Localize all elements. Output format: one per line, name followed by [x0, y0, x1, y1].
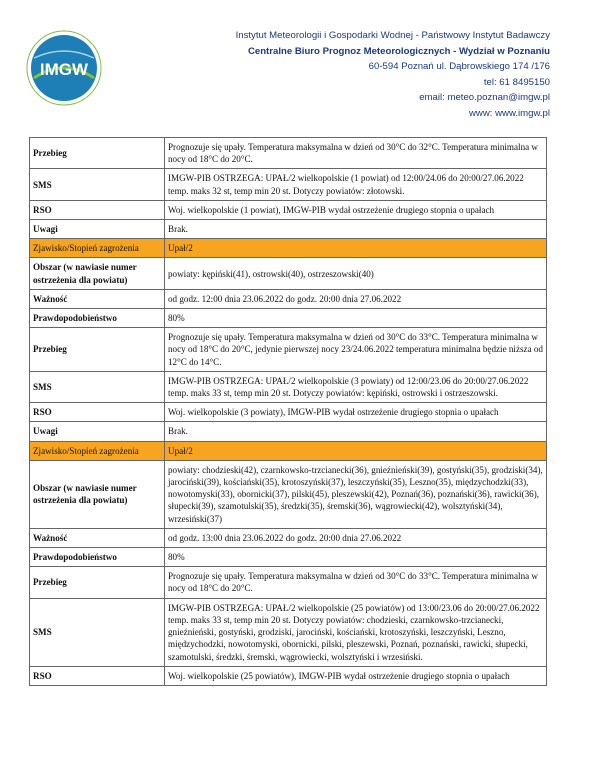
table-row	[30, 309, 547, 328]
address: 60-594 Poznań ul. Dąbrowskiego 174 /176	[368, 61, 550, 73]
row-label: Obszar (w nawiasie numer ostrzeżenia dla powiatu)	[30, 258, 165, 289]
table-row	[30, 328, 547, 372]
office-name: Centralne Biuro Prognoz Meteorologicznych - Wydział w Poznaniu	[247, 45, 550, 57]
row-label: Uwagi	[30, 422, 165, 441]
table-row	[30, 441, 547, 460]
table-row	[30, 169, 547, 200]
institute-name: Instytut Meteorologii i Gospodarki Wodnej - Państwowy Instytut Badawczy	[235, 30, 550, 41]
row-value: IMGW-PIB OSTRZEGA: UPAŁ/2 wielkopolskie (3 powiaty) od 12:00/23.06 do 20:00/27.06.2022 temp. maks 33 st, temp min 20 st. Dotyczy powiatów: kępiński, ostrowski i ostrzeszowski.	[165, 371, 547, 402]
table-row	[30, 200, 547, 219]
table-row	[30, 548, 547, 567]
row-label: RSO	[30, 200, 165, 219]
phone: tel: 61 8495150	[483, 76, 550, 88]
table-row	[30, 528, 547, 547]
row-value: Woj. wielkopolskie (3 powiaty), IMGW-PIB wydał ostrzeżenie drugiego stopnia o upałach	[165, 403, 547, 422]
table-row	[30, 371, 547, 402]
row-label: Obszar (w nawiasie numer ostrzeżenia dla powiatu)	[30, 460, 165, 528]
table-row	[30, 567, 547, 598]
row-value: Brak.	[165, 220, 547, 239]
table-row	[30, 460, 547, 528]
table-row	[30, 289, 547, 308]
row-label: RSO	[30, 403, 165, 422]
row-value: Brak.	[165, 422, 547, 441]
row-value: 80%	[165, 548, 547, 567]
row-value: powiaty: chodzieski(42), czarnkowsko-trzcianecki(36), gnieźnieński(39), gostyński(35), grodziski(34), jarociński(39), kościański(35), krotoszyński(37), leszczyński(35), Leszno(35), międzychodzki(33), nowotomyski(33), obornicki(37), pilski(45), pleszewski(42), Poznań(36), poznański(36), rawicki(36), słupecki(39), szamotulski(35), średzki(35), śremski(36), wągrowiecki(42), wolsztyński(34), wrzesiński(37)	[165, 460, 547, 528]
table-row	[30, 422, 547, 441]
row-value: Woj. wielkopolskie (1 powiat), IMGW-PIB wydał ostrzeżenie drugiego stopnia o upałach	[165, 200, 547, 219]
row-label: Przebieg	[30, 567, 165, 598]
row-label: SMS	[30, 169, 165, 200]
row-label: SMS	[30, 371, 165, 402]
logo-text: IMGW	[39, 60, 89, 79]
row-label: Ważność	[30, 289, 165, 308]
row-value: Prognozuje się upały. Temperatura maksymalna w dzień od 30°C do 32°C. Temperatura minimalna w nocy od 18°C do 20°C.	[165, 138, 547, 169]
row-value: od godz. 13:00 dnia 23.06.2022 do godz. 20:00 dnia 27.06.2022	[165, 528, 547, 547]
row-label: RSO	[30, 666, 165, 685]
row-value: od godz. 12:00 dnia 23.06.2022 do godz. 20:00 dnia 27.06.2022	[165, 289, 547, 308]
row-label: Przebieg	[30, 328, 165, 372]
table-row	[30, 220, 547, 239]
table-row	[30, 138, 547, 169]
table-row	[30, 239, 547, 258]
row-value: Woj. wielkopolskie (25 powiatów), IMGW-PIB wydał ostrzeżenie drugiego stopnia o upałach	[165, 666, 547, 685]
warning-table	[29, 137, 547, 686]
row-value: IMGW-PIB OSTRZEGA: UPAŁ/2 wielkopolskie (1 powiat) od 12:00/24.06 do 20:00/27.06.2022 temp. maks 32 st, temp min 20 st. Dotyczy powiatów: złotowski.	[165, 169, 547, 200]
row-value: 80%	[165, 309, 547, 328]
row-label: Uwagi	[30, 220, 165, 239]
row-label: Ważność	[30, 528, 165, 547]
table-row	[30, 666, 547, 685]
row-value: powiaty: kępiński(41), ostrowski(40), ostrzeszowski(40)	[165, 258, 547, 289]
email[interactable]: email: meteo.poznan@imgw.pl	[419, 92, 550, 104]
website[interactable]: www: www.imgw.pl	[468, 107, 550, 119]
row-value: Upał/2	[165, 239, 547, 258]
contact-block	[236, 28, 550, 122]
row-label: Prawdopodobieństwo	[30, 309, 165, 328]
row-value: IMGW-PIB OSTRZEGA: UPAŁ/2 wielkopolskie (25 powiatów) od 13:00/23.06 do 20:00/27.06.2022 temp. maks 33 st, temp min 20 st. Dotyczy powiatów: chodzieski, czarnkowsko-trzcianecki, gnieźnieński, gostyński, grodziski, jarociński, kościański, krotoszyński, leszczyński, Leszno, międzychodzki, nowotomyski, obornicki, pilski, pleszewski, Poznań, poznański, rawicki, słupecki, szamotulski, średzki, śremski, wągrowiecki, wolsztyński i wrzesiński.	[165, 598, 547, 666]
row-label: Prawdopodobieństwo	[30, 548, 165, 567]
row-label: Zjawisko/Stopień zagrożenia	[30, 239, 165, 258]
row-label: Zjawisko/Stopień zagrożenia	[30, 441, 165, 460]
row-label: SMS	[30, 598, 165, 666]
table-row	[30, 598, 547, 666]
table-row	[30, 258, 547, 289]
imgw-logo	[26, 30, 102, 106]
row-value: Prognozuje się upały. Temperatura maksymalna w dzień od 30°C do 33°C. Temperatura minimalna w nocy od 18°C do 20°C, jedynie pierwszej nocy 23/24.06.2022 temperatura minimalna będzie niższa od 12°C do 14°C.	[165, 328, 547, 372]
row-value: Upał/2	[165, 441, 547, 460]
row-label: Przebieg	[30, 138, 165, 169]
row-value: Prognozuje się upały. Temperatura maksymalna w dzień od 30°C do 33°C. Temperatura minimalna w nocy od 18°C do 20°C.	[165, 567, 547, 598]
letterhead	[0, 0, 594, 140]
table-row	[30, 403, 547, 422]
